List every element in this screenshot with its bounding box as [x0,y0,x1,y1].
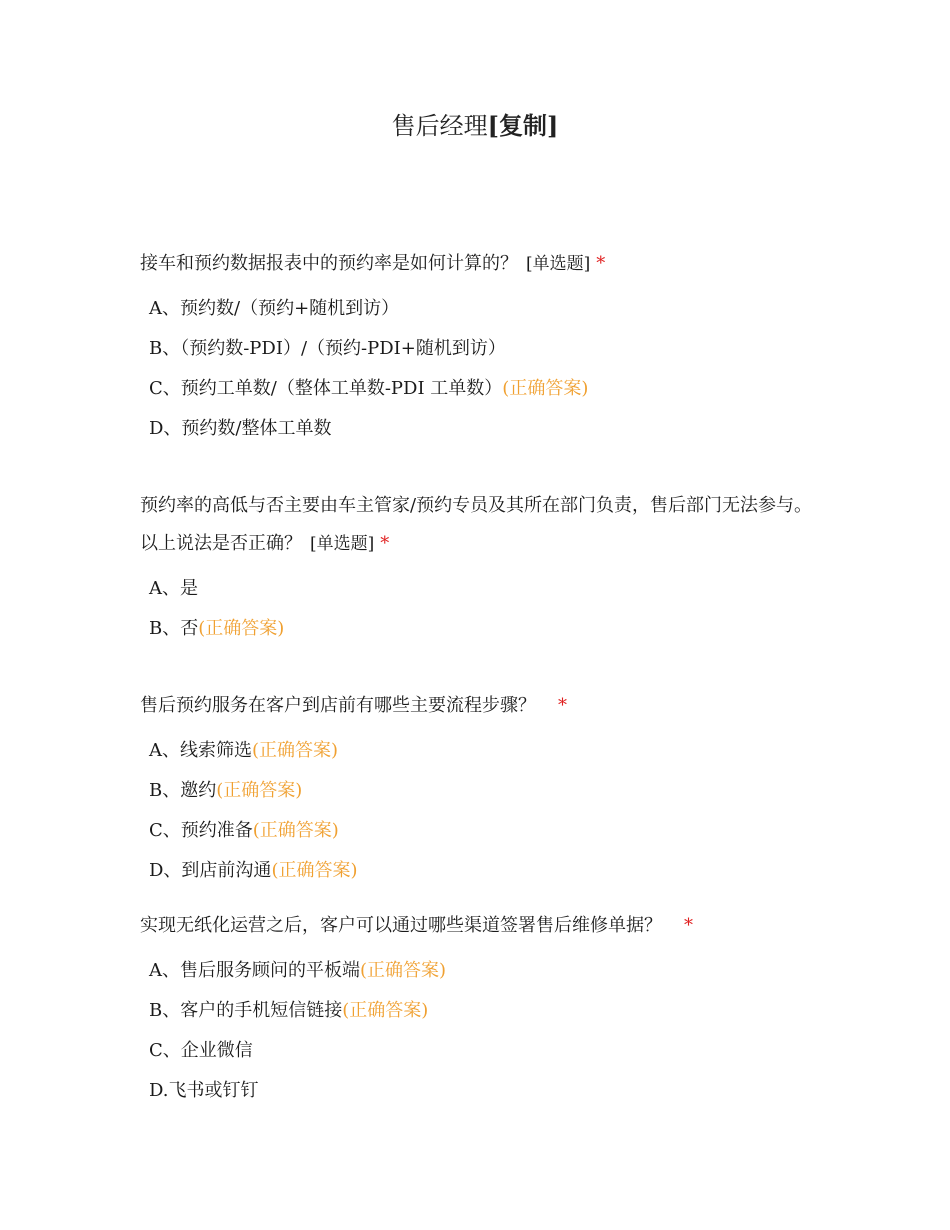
page-title-suffix: [复制] [487,111,559,140]
option-b [149,609,820,649]
correct-answer-mark: (正确答案) [342,1000,429,1021]
option-c [149,811,820,851]
option-label: D、预约数/整体工单数 [149,418,332,439]
option-label: C、预约工单数/（整体工单数-PDI 工单数） [149,378,503,399]
option-a [149,569,820,609]
question-text [140,245,820,283]
option-label: D.飞书或钉钉 [149,1080,259,1101]
option-b [149,771,820,811]
question-text [140,687,820,725]
option-d [149,409,820,449]
option-a [149,731,820,771]
option-label: A、线索筛选 [149,740,252,761]
question-type: [单选题] [310,534,375,554]
option-list [140,289,820,449]
question-label: 预约率的高低与否主要由车主管家/预约专员及其所在部门负责，售后部门无法参与。以上说法是否正确？ [140,495,813,554]
question-text [140,487,820,563]
correct-answer-mark: (正确答案) [216,780,303,801]
option-list [140,731,820,891]
option-list [140,569,820,649]
option-list [140,951,820,1111]
question-2 [140,487,820,649]
correct-answer-mark: (正确答案) [198,618,285,639]
option-label: B、邀约 [149,780,217,801]
question-label: 售后预约服务在客户到店前有哪些主要流程步骤？ [140,695,536,716]
option-label: B、否 [149,618,199,639]
option-c [149,369,820,409]
option-label: D、到店前沟通 [149,860,272,881]
option-c [149,1031,820,1071]
required-marker: * [684,915,693,936]
correct-answer-mark: (正确答案) [271,860,358,881]
option-d [149,851,820,891]
question-text [140,907,820,945]
page-title [0,110,950,142]
option-d [149,1071,820,1111]
option-label: C、预约准备 [149,820,253,841]
question-1 [140,245,820,449]
required-marker: * [380,533,390,554]
correct-answer-mark: (正确答案) [252,820,339,841]
option-b [149,329,820,369]
option-label: B、（预约数-PDI）/（预约-PDI+随机到访） [149,338,506,359]
option-a [149,289,820,329]
correct-answer-mark: (正确答案) [360,960,447,981]
page-title-main: 售后经理 [391,112,488,140]
correct-answer-mark: (正确答案) [502,378,589,399]
option-label: A、售后服务顾问的平板端 [149,960,360,981]
option-label: C、企业微信 [149,1040,253,1061]
question-type: [单选题] [526,254,591,274]
option-label: A、预约数/（预约+随机到访） [149,298,400,319]
required-marker: * [596,253,606,274]
question-3 [140,687,820,891]
question-label: 实现无纸化运营之后，客户可以通过哪些渠道签署售后维修单据？ [140,915,662,936]
required-marker: * [558,695,567,716]
option-a [149,951,820,991]
question-4 [140,907,820,1111]
option-b [149,991,820,1031]
correct-answer-mark: (正确答案) [252,740,339,761]
option-label: A、是 [149,578,198,599]
question-label: 接车和预约数据报表中的预约率是如何计算的？ [140,253,518,274]
option-label: B、客户的手机短信链接 [149,1000,343,1021]
